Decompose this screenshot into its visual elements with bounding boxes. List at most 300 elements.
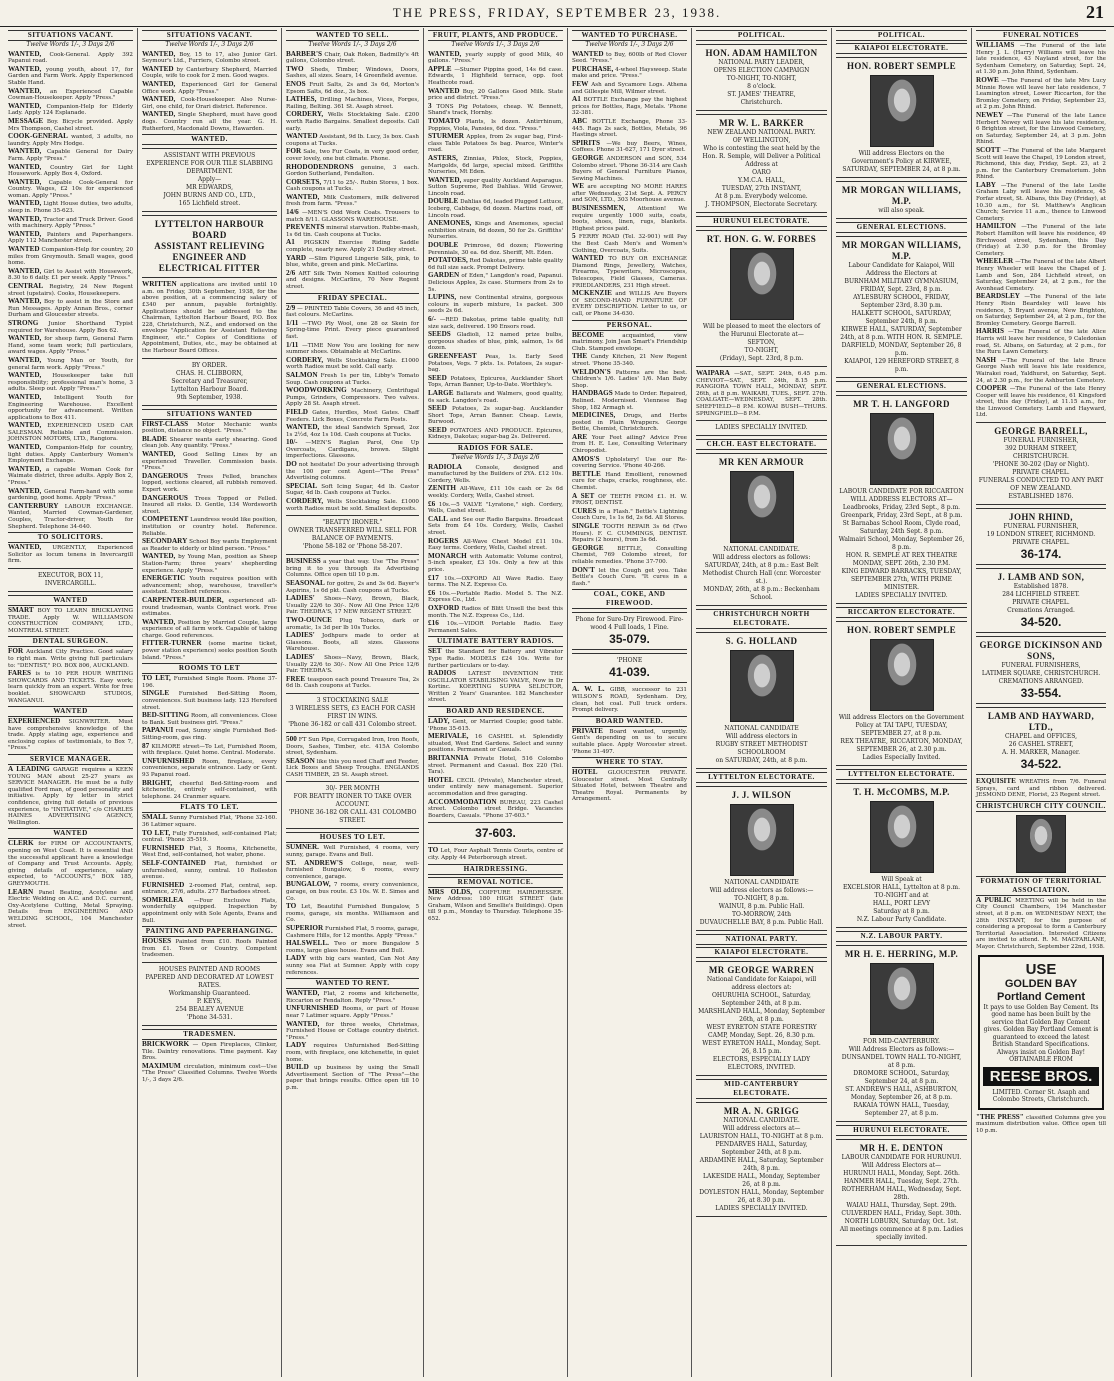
- display-ad: [696, 114, 827, 213]
- classified-ad: [286, 1021, 419, 1042]
- display-ad-line: J. THOMPSON, Electorate Secretary.: [705, 201, 818, 208]
- ad-body: Shoes—Navy, Brown, Black, Usually 22/6 to 30/-. Now All One Price 12/6 Pair. THEDRA'S, 17 NEW REGENT STREET.: [286, 596, 419, 616]
- ad-lead: LEARN: [8, 887, 34, 896]
- ad-body: Plants, ls dozen. Antirrhinum, Poppies, Viola, Pansies, 6d doz. "Press.": [428, 118, 563, 132]
- classified-ad: [286, 483, 419, 497]
- ad-body: Laundress would like position, institution or country hotel. Reference. Reliable.: [142, 517, 277, 537]
- classified-ad: [286, 940, 419, 954]
- ad-lead: WANTED,: [8, 49, 42, 58]
- ad-lead: £16: [428, 619, 439, 628]
- ad-lead: WANTED: [8, 245, 40, 254]
- classified-ad: [428, 133, 563, 154]
- ad-body: Boy, 15 to 17, also Junior Girl. Seymour's Ltd., Furriers, Colombo street.: [142, 51, 277, 65]
- cement-body: It pays to use Golden Bay Cement. Its good name has been built by the service that Golden Bay Cement gives. Golden Bay Portland Cement is guaranteed to exceed the latest British Standard Specifications. Always insist on Golden Bay!: [983, 1003, 1099, 1056]
- section-heading: POLITICAL.: [836, 30, 967, 41]
- ad-body: Private Hotel, 516 Colombo street. Permanent and Casual. Box 220 (Tel. Tara).: [428, 756, 563, 776]
- ad-lead: WANTED,: [142, 95, 176, 104]
- classified-ad: [428, 538, 563, 552]
- classified-ad: [976, 293, 1106, 327]
- ad-lead: UNFURNISHED: [286, 1004, 339, 1013]
- page-number: 21: [1086, 2, 1104, 22]
- ad-lead: OXFORD: [428, 603, 460, 612]
- ad-body: —The Funeral of the late Mrs Lucy Minnie Rowe will leave her late residence, 7 Leamington street, Lower Riccarton, for the Bromley Cemetery, on Friday, September 23, at 2 p.m. John Rhind.: [976, 77, 1106, 111]
- ad-body: Machinery, Centrifugal Pumps, Grinders, Compressors. Two valves. Apply 28 St. Asaph street.: [286, 388, 419, 408]
- ad-lead: WANTED,: [8, 371, 42, 380]
- classified-ad: [8, 320, 133, 334]
- ad-body: Trees Topped or Felled. Insured all risks. D. Gentle, 134 Wordsworth street.: [142, 495, 277, 515]
- ad-lead: LADIES': [286, 652, 315, 661]
- ad-body: 7 rooms, every convenience, garage, on bus route. £3 10s. W. E. Simes and Co.: [286, 882, 419, 902]
- ad-lead: GARDEN: [428, 271, 460, 280]
- section-heading: WANTED: [8, 828, 133, 839]
- classified-ad: [428, 575, 563, 589]
- ad-lead: HAMILTON: [976, 222, 1016, 231]
- ad-lead: A1: [286, 238, 295, 247]
- display-ad-line: WAIAU HALL, Thursday, Sept. 29th.: [846, 1202, 957, 1209]
- ad-body: URGENTLY, Experienced Solicitor as locum tenens in Invercargill firm.: [8, 545, 133, 565]
- classified-ad: [428, 718, 563, 732]
- ad-lead: WANTED,: [8, 64, 42, 73]
- ad-lead: WRITTEN: [142, 280, 177, 289]
- classified-ad: [572, 66, 687, 80]
- display-ad-line: HANMER HALL, Tuesday, Sept. 27th.: [844, 1178, 959, 1185]
- cement-obtain: OBTAINABLE FROM: [1009, 1056, 1073, 1064]
- display-ad-heading: HON. ADAM HAMILTON: [705, 48, 818, 58]
- display-ad-line: MONDAY, 26th, at 8 p.m.: Beckenham School.: [703, 586, 820, 602]
- ad-lead: SOMERLEA: [142, 895, 184, 904]
- section-heading: FRIDAY SPECIAL.: [286, 293, 419, 304]
- display-ad-line: Workmanship Guaranteed.: [168, 990, 251, 998]
- display-ad-heading: S. G. HOLLAND: [725, 636, 798, 647]
- rate-line: Twelve Words 1/-, 3 Days 2/6: [26, 41, 115, 48]
- ad-lead: DOUBLE: [428, 197, 459, 206]
- ad-body: Boy. Bicycle provided. Apply Mrs Thompson, Cashel street.: [8, 118, 133, 132]
- ad-lead: 2/6: [286, 268, 296, 277]
- ad-lead: CLERK: [8, 839, 34, 848]
- classified-ad: [572, 183, 687, 204]
- section-heading: N.Z. LABOUR PARTY.: [836, 931, 967, 942]
- display-ad-line: ARDAMINE HALL, Saturday, September 24th, 8 p.m.: [699, 1157, 824, 1173]
- display-ad-line: Will address electors in: [725, 733, 798, 741]
- display-ad: [696, 632, 827, 769]
- classified-ad: [286, 409, 419, 423]
- display-ad: [696, 1102, 827, 1217]
- ad-body: Let, Beautiful Furnished Bungalow, 5 rooms, garage, six months. Williamson and Co.: [286, 904, 419, 924]
- display-ad-line: Will address Electors on the Government Policy at TAI TAPU, TUESDAY, SEPTEMBER 27, at 8 p.m.: [838, 714, 965, 737]
- display-ad: [836, 181, 967, 219]
- ad-lead: 10/-: [286, 438, 298, 447]
- classified-ad: [286, 164, 419, 178]
- ad-lead: SINGLE: [572, 522, 600, 530]
- ad-lead: BECOME: [572, 330, 604, 339]
- classified-ad: [428, 51, 563, 65]
- classified-ad: [142, 473, 277, 494]
- display-ad-line: ROTHERHAM HALL, Wednesday, Sept. 28th.: [841, 1186, 962, 1201]
- ad-lead: WANTED,: [8, 297, 42, 306]
- classified-ad: [142, 640, 277, 661]
- classified-ad: [286, 96, 419, 110]
- section-heading: FRUIT, PLANTS, AND PRODUCE.: [428, 30, 563, 41]
- ad-body: the ideal Sandwich Spread, 2oz 1s 2½d, 4oz 1s 10d. Cash coupons at Tucks.: [286, 425, 419, 438]
- classified-ad: [286, 224, 419, 238]
- candidate-portrait: [870, 963, 934, 1035]
- ad-body: —TWO Ply Wool, one 28 oz Skein for Spring-time Print. Every piece guaranteed fast.: [286, 320, 419, 340]
- display-ad-line: ST. ANDREW'S HALL, ASHBURTON, Monday, September 26, at 8 p.m.: [845, 1086, 958, 1101]
- ad-lead: WANTED,: [142, 617, 176, 626]
- ad-body: for FIRM OF ACCOUNTANTS, opening on West Coast. It is essential that the successful applicant have a knowledge of Company and Trust Accounts. Apply, giving details of experience, salary expected, to "ACCOUNTS," BOX 185, GREYMOUTH.: [8, 841, 133, 887]
- classified-ad: [572, 390, 687, 411]
- column-7: [831, 28, 971, 1377]
- classified-ad: [976, 258, 1106, 292]
- ad-lead: SALMON: [286, 370, 318, 379]
- section-heading: KAIAPOI ELECTORATE.: [836, 43, 967, 54]
- display-ad-line: MR EDWARDS,: [185, 184, 234, 192]
- ad-lead: CARPENTER-BUILDER,: [142, 595, 224, 604]
- classified-ad: [286, 270, 419, 291]
- classified-ad: [286, 424, 419, 438]
- display-ad-line: LATIMER SQUARE, CHRISTCHURCH.: [981, 670, 1101, 678]
- classified-ad: [8, 422, 133, 443]
- display-ad-line: ESTABLISHED 1876.: [1008, 493, 1074, 501]
- display-ad-line: 284 LICHFIELD STREET.: [1002, 591, 1080, 599]
- ad-body: —The Funeral of the late Henry J. L. (Harry) Williams will leave his late residence, 43 Nayland street, for the Sydenham Cemetery, on Saturday, Sept. 24, at 1.30 p.m. John Rhind, Sydenham.: [976, 43, 1106, 76]
- display-ad-line: DUVAUCHELLE BAY, 8 p.m. Public Hall.: [699, 919, 824, 927]
- classified-ad: [286, 903, 419, 924]
- ad-body: School Boy wants Employment as Reader to elderly or blind person. "Press.": [142, 539, 277, 552]
- ad-body: 2-roomed Flat, central, sep. entrance, 27/6, adults. 277 Barbadoes street.: [142, 882, 277, 896]
- classified-ad: [286, 209, 419, 223]
- display-ad-line: Will address electors as follows:: [712, 554, 811, 562]
- rate-line: Twelve Words 1/-, 3 Days 2/6: [451, 454, 540, 462]
- display-ad-phone: 34-522.: [1020, 757, 1062, 772]
- classified-ad: [976, 357, 1106, 384]
- ad-lead: ANEMONES,: [428, 219, 472, 228]
- ad-lead: ENERGETIC: [142, 574, 186, 583]
- classified-ad: [286, 1064, 419, 1091]
- display-ad-line: FUNERAL FURNISHER,: [1003, 523, 1079, 531]
- classified-ad: [572, 471, 687, 492]
- display-ad-line: FUNERAL FURNISHER,: [1003, 437, 1079, 445]
- column-6: [691, 28, 831, 1377]
- ad-body: —The Funeral of the late Robert Hamilton will leave his residence, 49 Birchwood street, Sydenham, this Day (Friday) at 2.30 p.m. for the Bromley Cemetery.: [976, 224, 1106, 257]
- ad-body: teaspoon each pound Treasure Tea, 2s 6d lb. Cash coupons at Tucks.: [286, 676, 419, 690]
- ad-body: Upholstery! Use our Re-covering Service. 'Phone 40-266.: [572, 456, 687, 470]
- ad-lead: WANTED: [286, 132, 318, 141]
- display-ad-line: OHURUHIA SCHOOL, Saturday, September 24th, at 8 p.m.: [712, 992, 811, 1008]
- display-ad-heading: HON. ROBERT SEMPLE: [847, 625, 956, 635]
- ad-body: Furnished Flat, 5 rooms, garage, Cashmere Hills, for 12 months. Apply "Press.": [286, 926, 419, 939]
- ad-lead: SET: [428, 647, 442, 656]
- display-ad-line: N.Z. Labour Party Candidate.: [856, 916, 947, 923]
- ad-lead: ENOS: [286, 79, 306, 88]
- section-heading: TO SOLICITORS.: [8, 532, 133, 543]
- ad-lead: PRIVATE: [572, 726, 603, 735]
- classified-ad: [572, 456, 687, 470]
- section-heading: SERVICE MANAGER.: [8, 754, 133, 765]
- ad-lead: A1: [572, 95, 581, 104]
- display-ad-line: TO-NIGHT, 8 p.m.: [734, 895, 789, 903]
- ad-lead: SEED: [428, 425, 447, 434]
- classified-ad: [142, 780, 277, 801]
- display-ad-line: OWNER TRANSFERRED WILL SELL FOR BALANCE OF PAYMENTS.: [288, 527, 417, 543]
- section-heading: RICCARTON ELECTORATE.: [836, 607, 967, 618]
- ad-body: CECIL (Private), Manchester street, under entirely new management. Superior accommodation and free garaging.: [428, 777, 563, 797]
- ad-lead: WHEELER: [976, 257, 1014, 266]
- ad-body: KILMORE street—To Let, Furnished Room, with fireplace. Quiet home. Central. Moderate.: [142, 743, 277, 757]
- classified-ad: [142, 451, 277, 472]
- display-ad: [976, 422, 1106, 505]
- ad-lead: BLADE: [142, 434, 167, 443]
- ad-body: Youth requires position with advancement; shop, warehouse, traveller's assistant. Excellent references.: [142, 576, 277, 596]
- classified-ad: [142, 727, 277, 741]
- ad-lead: HARRIS: [976, 327, 1004, 336]
- ad-lead: WE: [572, 182, 584, 191]
- classified-ad: [286, 676, 419, 690]
- ad-body: Light House duties, two adults, sleep in. Phone 35-623.: [8, 201, 133, 215]
- rate-line: Twelve Words 1/-, 3 Days 2/6: [585, 41, 674, 48]
- ad-lead: A PUBLIC: [976, 895, 1012, 904]
- ad-lead: 5: [572, 232, 576, 241]
- ad-body: Experienced Girl for General Office work. Apply "Press.": [142, 81, 277, 95]
- ad-lead: CORDERY,: [286, 355, 324, 364]
- section-heading: POLITICAL.: [696, 30, 827, 41]
- ad-lead: DOUBLE: [428, 241, 459, 250]
- ad-lead: A LEADING: [8, 765, 50, 774]
- classified-ad: [572, 353, 687, 367]
- ad-body: Flat, 2 rooms and kitchenette, Riccarton or Fendalton. Reply "Press.": [286, 991, 419, 1004]
- classified-ad: [8, 88, 133, 102]
- ad-body: —The Funeral of the late Lance Herbert Newey will leave his late residence, 6 Brighton street, for the Linwood Cemetery, on Saturday, September 24, at 3 p.m. John Rhind.: [976, 112, 1106, 146]
- display-ad-line: LABOUR CANDIDATE FOR HURUNUI.: [841, 1154, 962, 1161]
- ad-lead: COOK-GENERAL: [8, 132, 68, 141]
- ad-body: —The Funeral of the late Henry Risin Beardsley will leave his residence, 5 Bryant avenue, New Brighton, on Saturday, September 24, at 2 p.m., for the Bromley Cemetery. George Barrell.: [976, 294, 1106, 327]
- ad-body: Rooms, or part of House near 7 Latimer square. Apply "Press.": [286, 1006, 419, 1019]
- ad-body: Zinnias, Phlox, Stock, Poppies, Marigolds, 6d large, special mixed. Griffiths Nurseries, Mt Eden.: [428, 155, 563, 176]
- display-ad: [428, 822, 563, 844]
- classified-ad: [286, 736, 419, 757]
- ad-body: Assistant, 9d lb. Lucy, 3s box. Cash coupons at Tucks.: [286, 134, 419, 147]
- classified-ad: [428, 605, 563, 619]
- candidate-portrait: [870, 413, 934, 485]
- classified-ad: [428, 294, 563, 315]
- ad-body: — PRINTED Table Covers, 36 and 45 inch, fast colours. McCarlins.: [286, 305, 419, 319]
- cement-brand: GOLDEN BAY Portland Cement: [996, 977, 1085, 1003]
- classified-ad: [8, 216, 133, 230]
- ad-body: 10s.—Portable Radio. Model 5. The N.Z. Express Co., Ltd.: [428, 590, 563, 604]
- display-ad-line: Y.M.C.A. HALL,: [737, 177, 786, 184]
- display-ad-heading: MR H. E. HERRING, M.P.: [844, 949, 959, 959]
- classified-ad: [8, 394, 133, 421]
- section-heading: CHRISTCHURCH CITY COUNCIL.: [976, 801, 1106, 810]
- ad-body: COIFFURE HAIRDRESSER. New Address: 180 HIGH STREET (late Graham, Wilson and Smellie's Buildings). Open till 9 p.m., Monday to Thursday. Telephone 35-652.: [428, 889, 563, 922]
- ad-body: Jodhpurs made to order at Glassons. Boots, all sizes. Glassons Warehouse.: [286, 633, 419, 653]
- display-ad-line: FOR BEATTY IRONER TO TAKE OVER ACCOUNT.: [293, 793, 412, 809]
- display-ad-line: LADIES SPECIALLY INVITED.: [715, 424, 808, 432]
- section-heading: GENERAL ELECTIONS.: [836, 222, 967, 233]
- display-ad-line: Will address electors at—: [722, 1125, 801, 1133]
- classified-ad: [428, 501, 563, 515]
- classified-ad: [428, 733, 563, 754]
- classified-ad: [142, 66, 277, 80]
- ad-lead: WANTED,: [8, 266, 42, 275]
- candidate-portrait: [730, 248, 794, 320]
- ad-lead: SMALL: [142, 813, 168, 822]
- display-ad-line: 'Phone 58-182 or 'Phone 58-207.: [302, 543, 403, 551]
- classified-ad: [572, 412, 687, 433]
- display-ad-line: DROMORE SCHOOL, Saturday, September 24, at 8 p.m.: [853, 1070, 950, 1085]
- ad-lead: HOTEL: [428, 775, 454, 784]
- classified-ad: [8, 889, 133, 930]
- classified-ad: [8, 648, 133, 669]
- display-ad: [142, 148, 277, 212]
- classified-ad: [286, 439, 419, 460]
- display-ad-line: INVERCARGILL.: [44, 579, 97, 587]
- display-ad-line: FUNERALS CONDUCTED TO ANY PART OF NEW ZEALAND.: [978, 477, 1104, 493]
- display-ad-heading: LYTTELTON HARBOUR BOARD: [154, 219, 265, 241]
- ad-body: Motor Mechanic wants position, distance no object. "Press.": [142, 421, 277, 435]
- display-ad-line: FUNERAL FURNISHERS,: [1001, 662, 1081, 670]
- classified-ad: [428, 799, 563, 820]
- ad-lead: WANTED,: [286, 989, 320, 998]
- display-ad-heading: MR A. N. GRIGG: [723, 1106, 800, 1117]
- classified-ad: [572, 728, 687, 755]
- section-heading: WANTED: [8, 595, 133, 606]
- display-ad-line: PRIVATE CHAPEL.: [1012, 539, 1070, 547]
- display-ad: [286, 515, 419, 555]
- classified-ad: [286, 461, 419, 482]
- ad-lead: WANTED,: [8, 355, 42, 364]
- display-ad-heading: MR W. L. BARKER: [719, 118, 804, 128]
- ad-lead: SECONDARY: [142, 537, 188, 546]
- ad-body: TO BUY OR EXCHANGE Diamond Rings, Jewellery, Watches, Firearms, Typewriters, Microscopes, Telescopes, Field Glasses, Cameras. FRIEDLANDERS, 231 High street.: [572, 256, 687, 289]
- ad-body: super quality Auckland Asparagus. Sutton Supreme, Red Dahlias. Wild Grower, Lincoln road.: [428, 177, 563, 197]
- ad-lead: PREVENTS: [286, 223, 325, 232]
- classified-ad: [142, 1063, 277, 1084]
- ad-body: acquainted, view matrimony. Join Jean Smart's Friendship Club. Stamped envelope.: [572, 332, 687, 352]
- classified-ad: [572, 81, 687, 95]
- ad-lead: FREE: [286, 674, 306, 683]
- display-ad-line: 392 DURHAM STREET, CHRISTCHURCH.: [1005, 445, 1077, 461]
- ad-lead: ST. ANDREW'S: [286, 858, 343, 867]
- classified-ad: [142, 597, 277, 618]
- section-heading: WANTED.: [142, 134, 277, 145]
- ad-lead: BRITANNIA: [428, 754, 469, 763]
- classified-ad: [572, 567, 687, 588]
- ad-lead: RADIOLA: [428, 462, 462, 471]
- classified-ad: [8, 670, 133, 704]
- display-ad-heading: RT. HON. G. W. FORBES: [706, 234, 817, 244]
- display-ad-line: EXECUTOR, BOX 11,: [38, 571, 103, 579]
- display-ad-line: NATIONAL PARTY LEADER,: [718, 59, 805, 66]
- ad-lead: LADY: [286, 1041, 307, 1050]
- ad-lead: 14/6: [286, 208, 299, 217]
- classified-ad: [8, 103, 133, 117]
- ad-lead: EXQUISITE: [976, 777, 1016, 786]
- ad-body: Furnished Single Room. Phone 37-196.: [142, 676, 277, 689]
- display-ad-line: At 8 p.m. Everybody welcome.: [715, 193, 808, 200]
- display-ad-line: NATIONAL CANDIDATE.: [723, 546, 800, 554]
- ad-body: Position by Married Couple, large experience of all farm work. Capable of taking charge. Good references.: [142, 619, 277, 639]
- ad-body: Drugs, and Herbs posted in Plain Wrappers. George Bettle, Chemist, Christchurch.: [572, 413, 687, 433]
- ad-lead: CANTERBURY: [8, 501, 59, 510]
- ad-body: and WILLIS Are Buyers Of SECOND-HAND FURNITURE OF EVERY DESCRIPTION. Letter to us, or call, or Phone 34-630.: [572, 291, 687, 317]
- ad-body: ART Silk Twin Nomex Knitted colouring and designs. McCarlins, 70 New Regent street.: [286, 270, 419, 290]
- ad-lead: SMART: [8, 605, 34, 614]
- section-heading: HURUNUI ELECTORATE.: [696, 216, 827, 227]
- ad-body: with big cars wanted, Can Not Any sunny sea Flat at Sumner. Apply with copy references.: [286, 956, 419, 976]
- ad-body: BOTTLE Exchange pay the highest prices for Bottles, Rags, Metals. 'Phone 32-381.: [572, 97, 687, 117]
- ad-lead: SINGLE: [142, 689, 170, 698]
- display-ad-line: LADIES SPECIALLY INVITED.: [715, 1205, 808, 1213]
- ad-body: Junior Shorthand Typist required for Warehouse. Apply Box 62.: [8, 320, 133, 334]
- display-ad-phone: 35-079.: [609, 632, 650, 647]
- ad-lead: MEDICINES,: [572, 411, 616, 420]
- display-ad-heading: T. H. McCOMBS, M.P.: [853, 787, 950, 797]
- ad-body: LABOUR EXCHANGE. Wanted, Married Cowman-Gardener, Couples, Tractor-driver, Youth for Shepherd. Telephone 34-640.: [8, 503, 133, 530]
- ad-lead: WANTED,: [142, 110, 176, 119]
- classified-ad: [142, 1041, 277, 1062]
- ad-lead: TO LET,: [142, 674, 171, 683]
- ad-lead: LARGE: [428, 388, 454, 397]
- display-ad-line: DUNSANDEL TOWN HALL TO-NIGHT, at 8 p.m.: [841, 1054, 962, 1069]
- display-ad-line: PRIVATE CHAPEL.: [1012, 469, 1070, 477]
- ad-lead: YARD: [286, 253, 307, 262]
- ad-body: Gent, or Married Couple; good table. 'Phone 35-615.: [428, 719, 563, 732]
- classified-ad: [286, 372, 419, 386]
- display-ad-line: 165 Lichfield street.: [178, 200, 241, 208]
- section-heading: HOUSES TO LET.: [286, 832, 419, 843]
- display-ad-line: Will address electors as follows:—: [709, 887, 814, 895]
- classified-ad: [8, 444, 133, 465]
- display-ad-line: OPENS ELECTION CAMPAIGN: [713, 67, 810, 74]
- ad-lead: MCKENZIE: [572, 289, 612, 298]
- ad-body: the Standard for Battery and Vibrator Type Radio. MODELS £24 10s. Write for further particulars or to-day.: [428, 649, 563, 669]
- section-heading: WHERE TO STAY.: [572, 757, 687, 768]
- classified-ad: [428, 847, 563, 861]
- columns-grid: [4, 28, 1110, 1377]
- classified-ad: [572, 290, 687, 317]
- classified-ad: [142, 938, 277, 959]
- ad-body: Board wanted, urgently. Gent's depending on us to secure suitable place. Apply Worcester street. 'Phone 31-497.: [572, 728, 687, 755]
- display-ad: [976, 636, 1106, 704]
- ad-lead: TO LET,: [142, 828, 171, 837]
- ad-lead: WANTED,: [8, 392, 42, 401]
- display-ad-line: KIRWEE HALL, SATURDAY, September 24th, at 8 p.m. WITH HON. R. SEMPLE.: [840, 326, 963, 341]
- display-ad-line: National Candidate for Kaiapoi, will address electors at:: [706, 976, 817, 992]
- rate-line: Twelve Words 1/-, 3 Days 2/6: [308, 41, 397, 48]
- ad-lead: WANTED: [572, 254, 604, 263]
- masthead: [0, 0, 1114, 27]
- classified-ad: [428, 242, 563, 256]
- classified-ad: [8, 298, 133, 319]
- ad-lead: COMPETENT: [142, 515, 189, 524]
- classified-ad: [286, 881, 419, 902]
- ad-lead: BUILD: [286, 1063, 309, 1072]
- display-ad-line: Walmairi School, Monday, September 26, 8 p.m.: [838, 536, 965, 551]
- ad-body: Room, all conveniences. Close to Bank. Suit business girl. "Press.": [142, 713, 277, 726]
- ad-body: let the Cough get you. Take Bettle's Couch Cure. "It cures in a flash.": [572, 567, 687, 587]
- ad-lead: BRIGHT,: [142, 778, 173, 787]
- ad-lead: SELF-CONTAINED: [142, 858, 206, 867]
- ad-body: Patterns are the best. Children's 1/6. Ladies' 1/6. Man Baby Shop.: [572, 369, 687, 389]
- candidate-portrait: [730, 650, 794, 722]
- ad-lead: NASH: [976, 355, 996, 364]
- display-ad: [8, 568, 133, 592]
- classified-ad: [696, 370, 827, 417]
- classified-ad: [428, 375, 563, 389]
- ad-lead: COOPER: [976, 384, 1007, 393]
- ad-lead: £17: [428, 573, 439, 582]
